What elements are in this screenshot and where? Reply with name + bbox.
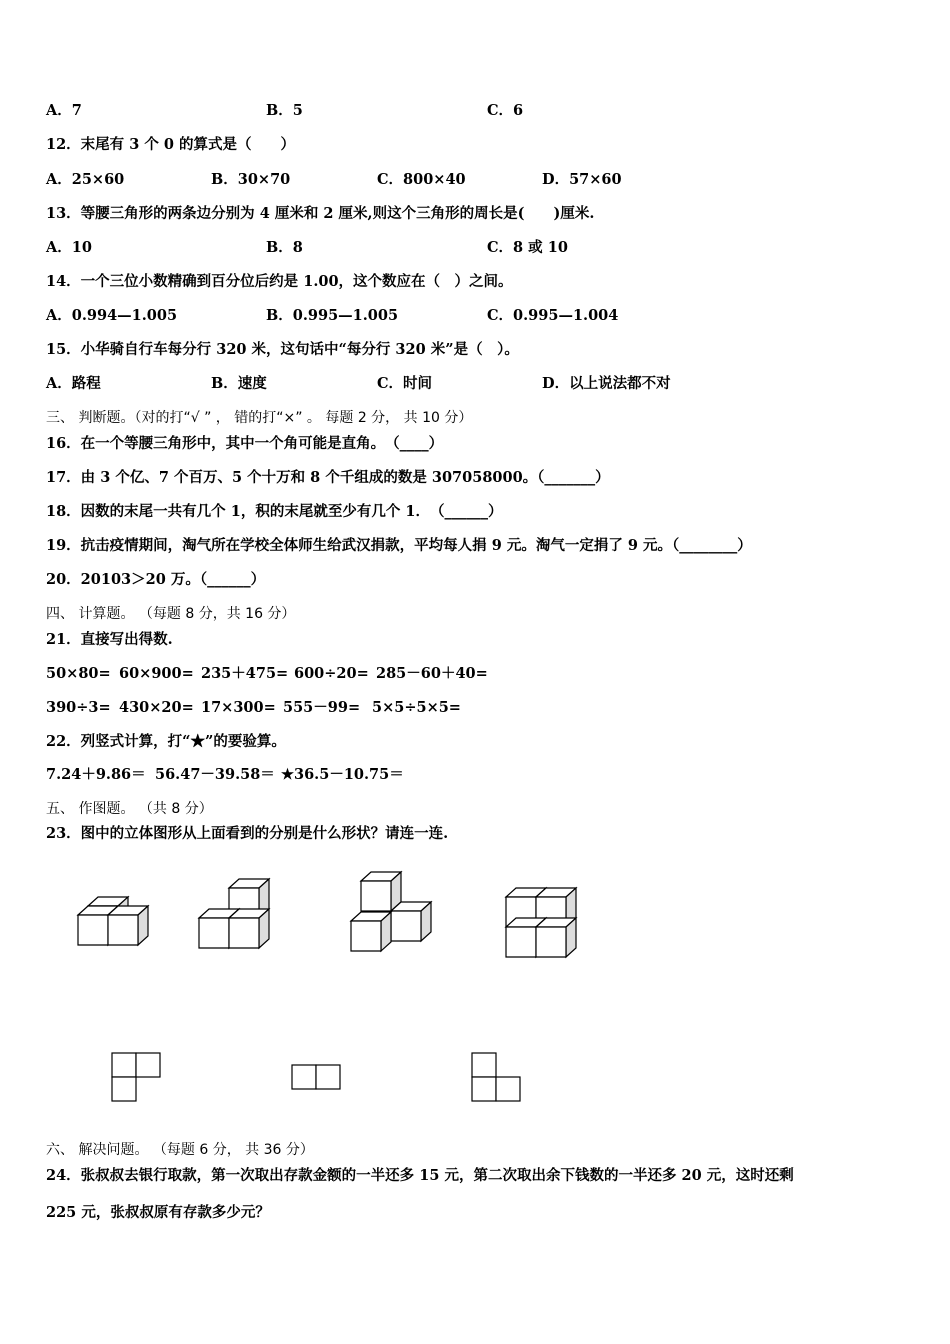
q15-option-b: B．速度 bbox=[211, 375, 267, 392]
q13-stem: 13．等腰三角形的两条边分别为 4 厘米和 2 厘米,则这个三角形的周长是( )厘米. bbox=[46, 205, 595, 222]
cube-front bbox=[199, 918, 229, 948]
q21-item: 17×300= bbox=[201, 699, 276, 716]
top-view-square bbox=[472, 1053, 496, 1077]
q24-line-1: 24．张叔叔去银行取款，第一次取出存款金额的一半还多 15 元，第二次取出余下钱数的一半还多 20 元，这时还剩 bbox=[46, 1167, 794, 1184]
q12-option-b: B．30×70 bbox=[211, 171, 291, 188]
q14-option-a: A．0.994—1.005 bbox=[46, 307, 178, 324]
q21-item: 390÷3= bbox=[46, 699, 111, 716]
q12-option-d: D．57×60 bbox=[542, 171, 622, 188]
q14-option-b: B．0.995—1.005 bbox=[266, 307, 399, 324]
q23-stem: 23．图中的立体图形从上面看到的分别是什么形状？请连一连. bbox=[46, 825, 449, 842]
cube-front bbox=[78, 915, 108, 945]
q18: 18．因数的末尾一共有几个 1，积的末尾就至少有几个 1． （______） bbox=[46, 503, 503, 520]
q11-option-b: B．5 bbox=[266, 102, 303, 119]
section-4-heading: 四、 计算题。 （每题 8 分，共 16 分） bbox=[46, 606, 296, 622]
q21-item: 555－99= bbox=[283, 699, 361, 716]
q22-stem: 22．列竖式计算，打“★”的要验算。 bbox=[46, 733, 286, 750]
q21-item: 60×900= bbox=[119, 665, 194, 682]
q19: 19．抗击疫情期间，淘气所在学校全体师生给武汉捐款，平均每人捐 9 元。淘气一定捐了 9 元。（________） bbox=[46, 537, 752, 554]
q16: 16．在一个等腰三角形中，其中一个角可能是直角。 （____） bbox=[46, 435, 444, 452]
cube-front bbox=[536, 927, 566, 957]
q21-item: 285－60＋40= bbox=[376, 665, 488, 682]
q21-item: 430×20= bbox=[119, 699, 194, 716]
top-view-square bbox=[316, 1065, 340, 1089]
q13-option-a: A．10 bbox=[46, 239, 92, 256]
cube-front bbox=[506, 927, 536, 957]
q11-option-c: C．6 bbox=[487, 102, 524, 119]
q21-item: 600÷20= bbox=[294, 665, 369, 682]
q22-item: 56.47－39.58＝ bbox=[155, 766, 275, 783]
q24-line-2: 225 元，张叔叔原有存款多少元？ bbox=[46, 1204, 270, 1221]
q21-item: 50×80= bbox=[46, 665, 111, 682]
section-6-heading: 六、 解决问题。 （每题 6 分， 共 36 分） bbox=[46, 1142, 314, 1158]
q11-option-a: A．7 bbox=[46, 102, 82, 119]
q12-option-c: C．800×40 bbox=[377, 171, 466, 188]
top-view-square bbox=[496, 1077, 520, 1101]
cube-front bbox=[391, 911, 421, 941]
q12-option-a: A．25×60 bbox=[46, 171, 125, 188]
q15-option-d: D．以上说法都不对 bbox=[542, 375, 671, 392]
cube-front bbox=[229, 918, 259, 948]
q21-item: 5×5÷5×5= bbox=[372, 699, 461, 716]
q13-option-b: B．8 bbox=[266, 239, 303, 256]
top-view-square bbox=[136, 1053, 160, 1077]
q14-option-c: C．0.995—1.004 bbox=[487, 307, 619, 324]
q22-item: ★36.5－10.75＝ bbox=[281, 766, 404, 783]
q15-option-a: A．路程 bbox=[46, 375, 101, 392]
top-view-square bbox=[112, 1053, 136, 1077]
cube-front bbox=[361, 881, 391, 911]
q15-option-c: C．时间 bbox=[377, 375, 433, 392]
q17: 17．由 3 个亿、7 个百万、5 个十万和 8 个千组成的数是 307058000。（_______） bbox=[46, 469, 610, 486]
cube-front bbox=[108, 915, 138, 945]
q14-stem: 14．一个三位小数精确到百分位后约是 1.00，这个数应在（ ）之间。 bbox=[46, 273, 513, 290]
q15-stem: 15．小华骑自行车每分行 320 米，这句话中“每分行 320 米”是（ ）。 bbox=[46, 341, 519, 358]
section-5-heading: 五、 作图题。 （共 8 分） bbox=[46, 801, 213, 817]
q21-stem: 21．直接写出得数. bbox=[46, 631, 173, 648]
q13-option-c: C．8 或 10 bbox=[487, 239, 568, 256]
q22-item: 7.24＋9.86＝ bbox=[46, 766, 146, 783]
top-view-square bbox=[472, 1077, 496, 1101]
top-view-square bbox=[112, 1077, 136, 1101]
top-view-square bbox=[292, 1065, 316, 1089]
cube-front bbox=[351, 921, 381, 951]
section-3-heading: 三、 判断题。（对的打“√ ” ， 错的打“×” 。 每题 2 分， 共 10 分） bbox=[46, 410, 473, 426]
q21-item: 235＋475= bbox=[201, 665, 289, 682]
q12-stem: 12．末尾有 3 个 0 的算式是（ ） bbox=[46, 136, 296, 153]
q20: 20．20103＞20 万。（______） bbox=[46, 571, 266, 588]
